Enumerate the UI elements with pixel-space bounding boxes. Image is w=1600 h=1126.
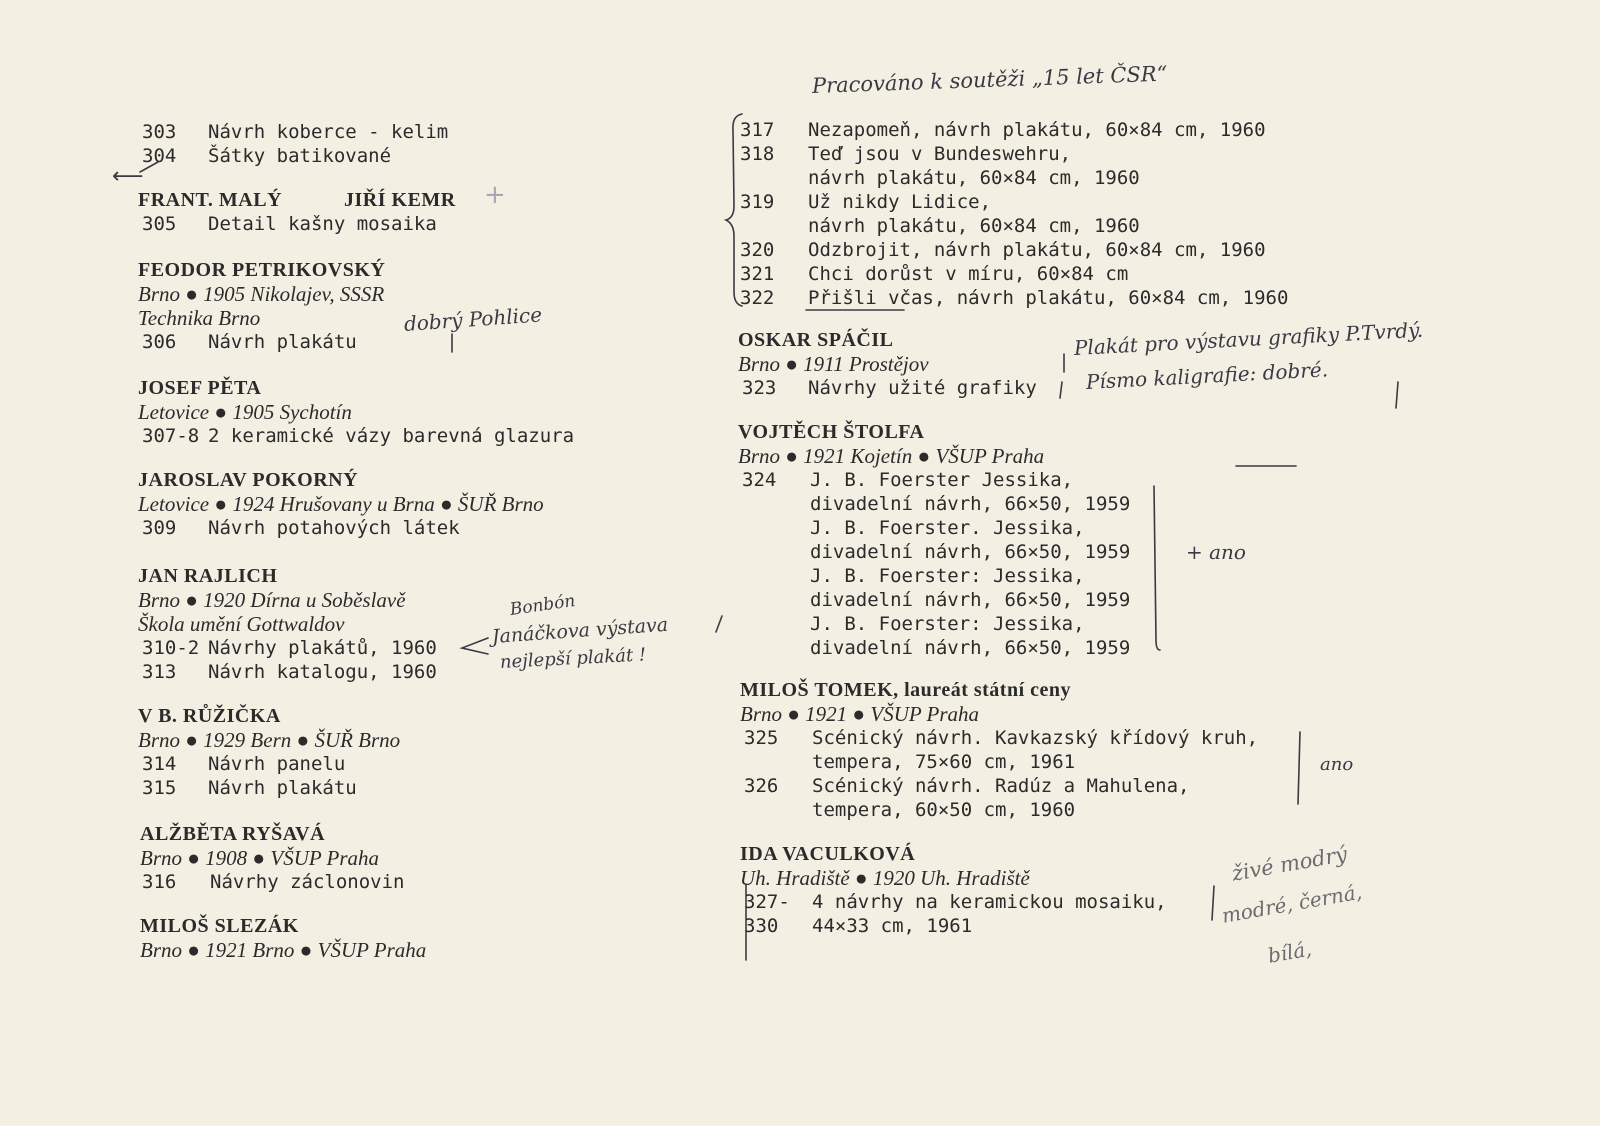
tick-304 — [140, 162, 158, 172]
entry-text: Detail kašny mosaika — [208, 213, 437, 235]
handwritten-note-tomek: ano — [1320, 754, 1354, 775]
entry-text: Už nikdy Lidice, — [808, 191, 992, 213]
entry-text: tempera, 60×50 cm, 1960 — [812, 799, 1076, 821]
tick-rajlich — [716, 616, 722, 632]
bracket-tomek — [1298, 732, 1300, 804]
entry-number: 313 — [142, 661, 177, 683]
entry-text: J. B. Foerster Jessika, — [810, 469, 1074, 491]
entry-text: návrh plakátu, 60×84 cm, 1960 — [808, 167, 1140, 189]
entry-text: Návrh potahových látek — [208, 517, 460, 539]
artist-school-rajlich: Škola umění Gottwaldov — [138, 612, 345, 636]
entry-text: Nezapomeň, návrh plakátu, 60×84 cm, 1960 — [808, 119, 1266, 141]
artist-info-petrikovsky: Brno ● 1905 Nikolajev, SSSR — [138, 282, 385, 306]
artist-info-spacil: Brno ● 1911 Prostějov — [738, 352, 929, 376]
entry-number: 319 — [740, 191, 775, 213]
entry-text: návrh plakátu, 60×84 cm, 1960 — [808, 215, 1140, 237]
entry-text: 44×33 cm, 1961 — [812, 915, 973, 937]
entry-text: J. B. Foerster: Jessika, — [810, 565, 1085, 587]
entry-number: 323 — [742, 377, 777, 399]
artist-info-tomek: Brno ● 1921 ● VŠUP Praha — [740, 702, 980, 726]
entry-text: Návrhy záclonovin — [210, 871, 405, 893]
handwritten-note-petrikovsky: dobrý Pohlice — [403, 302, 543, 336]
handwritten-note-spacil-1: Plakát pro výstavu grafiky P.Tvrdý. — [1073, 317, 1424, 360]
artist-school-petrikovsky: Technika Brno — [138, 306, 261, 330]
entry-number: 320 — [740, 239, 775, 261]
handwritten-note-stolfa: + ano — [1186, 540, 1246, 564]
entry-number: 324 — [742, 469, 777, 491]
entry-text: 4 návrhy na keramickou mosaiku, — [812, 891, 1167, 913]
entry-text: Návrh panelu — [208, 753, 346, 775]
entry-text: divadelní návrh, 66×50, 1959 — [810, 493, 1131, 515]
entry-text: Přišli včas, návrh plakátu, 60×84 cm, 1960 — [808, 287, 1289, 309]
entry-text: 2 keramické vázy barevná glazura — [208, 425, 575, 447]
entry-text: Návrhy plakátů, 1960 — [208, 637, 437, 659]
entry-text: Chci dorůst v míru, 60×84 cm — [808, 263, 1129, 285]
bracket-stolfa — [1154, 486, 1160, 650]
artist-name-spacil: OSKAR SPÁČIL — [738, 329, 894, 351]
artist-name-slezak: MILOŠ SLEZÁK — [140, 915, 299, 937]
artist-info-stolfa: Brno ● 1921 Kojetín ● VŠUP Praha — [738, 444, 1045, 468]
bracket-323b — [1396, 382, 1398, 408]
entry-text: Scénický návrh. Radúz a Mahulena, — [812, 775, 1190, 797]
entry-number: 310-2 — [142, 637, 200, 659]
artist-info-rajlich: Brno ● 1920 Dírna u Soběslavě — [138, 588, 406, 612]
artist-info-peta: Letovice ● 1905 Sychotín — [138, 400, 352, 424]
handwritten-note-top: Pracováno k soutěži „15 let ČSR“ — [811, 61, 1168, 98]
entry-text: Odzbrojit, návrh plakátu, 60×84 cm, 1960 — [808, 239, 1266, 261]
entry-number: 304 — [142, 145, 177, 167]
arrow-rajlich — [462, 638, 488, 654]
entry-number: 303 — [142, 121, 177, 143]
handwritten-note-vaculkova-2: modré, černá, — [1219, 879, 1364, 928]
entry-number: 321 — [740, 263, 775, 285]
entry-number: 326 — [744, 775, 779, 797]
entry-number: 322 — [740, 287, 775, 309]
bracket-323 — [1060, 354, 1064, 398]
artist-name-rysava: ALŽBĚTA RYŠAVÁ — [140, 823, 326, 845]
entry-number: 317 — [740, 119, 775, 141]
arrow-left-icon: ⟵ — [112, 164, 144, 189]
entry-text: tempera, 75×60 cm, 1961 — [812, 751, 1076, 773]
entry-text: Návrhy užité grafiky — [808, 377, 1037, 399]
artist-name-tomek: MILOŠ TOMEK, laureát státní ceny — [740, 679, 1072, 701]
bracket-vaculkova-right — [1212, 886, 1214, 920]
entry-number: 305 — [142, 213, 177, 235]
artist-info-rysava: Brno ● 1908 ● VŠUP Praha — [140, 846, 380, 870]
entry-text: divadelní návrh, 66×50, 1959 — [810, 637, 1131, 659]
handwritten-note-rajlich-1: Bonbón — [508, 590, 577, 620]
artist-name-stolfa: VOJTĚCH ŠTOLFA — [738, 421, 925, 443]
handwritten-note-vaculkova-3: bílá, — [1265, 936, 1314, 968]
artist-info-vaculkova: Uh. Hradiště ● 1920 Uh. Hradiště — [740, 866, 1030, 890]
entry-text: Teď jsou v Bundeswehru, — [808, 143, 1072, 165]
handwritten-note-spacil-2: Písmo kaligrafie: dobré. — [1085, 357, 1329, 394]
artist-info-pokorny: Letovice ● 1924 Hrušovany u Brna ● ŠUŘ Brno — [138, 492, 544, 516]
entry-number: 309 — [142, 517, 177, 539]
artist-name-ruzicka: V B. RŮŽIČKA — [138, 705, 281, 727]
artist-name-vaculkova: IDA VACULKOVÁ — [740, 843, 916, 865]
artist-name-kemr: JIŘÍ KEMR — [344, 189, 456, 211]
entry-text: J. B. Foerster. Jessika, — [810, 517, 1085, 539]
entry-number: 306 — [142, 331, 177, 353]
entry-number: 307-8 — [142, 425, 200, 447]
entry-text: Návrh koberce - kelim — [208, 121, 449, 143]
artist-name-rajlich: JAN RAJLICH — [138, 565, 278, 587]
artist-name-petrikovsky: FEODOR PETRIKOVSKÝ — [138, 259, 386, 281]
entry-number: 318 — [740, 143, 775, 165]
entry-text: Scénický návrh. Kavkazský křídový kruh, — [812, 727, 1259, 749]
entry-text: Návrh plakátu — [208, 331, 357, 353]
entry-text: divadelní návrh, 66×50, 1959 — [810, 589, 1131, 611]
artist-name-peta: JOSEF PĚTA — [138, 377, 262, 399]
entry-text: Šátky batikované — [208, 145, 392, 167]
entry-text: Návrh katalogu, 1960 — [208, 661, 437, 683]
entry-number: 316 — [142, 871, 177, 893]
artist-info-slezak: Brno ● 1921 Brno ● VŠUP Praha — [140, 938, 427, 962]
entry-number: 325 — [744, 727, 779, 749]
entry-number: 327- — [744, 891, 790, 913]
entry-text: J. B. Foerster: Jessika, — [810, 613, 1085, 635]
bracket-posters — [726, 114, 742, 306]
artist-name-pokorny: JAROSLAV POKORNÝ — [138, 469, 359, 491]
entry-text: Návrh plakátu — [208, 777, 357, 799]
artist-name-maly: FRANT. MALÝ — [138, 189, 283, 211]
handwritten-note-vaculkova-1: živé modrý — [1229, 841, 1349, 886]
entry-text: divadelní návrh, 66×50, 1959 — [810, 541, 1131, 563]
handwritten-note-rajlich-3: nejlepší plakát ! — [499, 644, 647, 673]
entry-number: 314 — [142, 753, 177, 775]
artist-info-ruzicka: Brno ● 1929 Bern ● ŠUŘ Brno — [138, 728, 401, 752]
entry-number: 315 — [142, 777, 177, 799]
entry-number: 330 — [744, 915, 779, 937]
handwritten-note-rajlich-2: Janáčkova výstava — [491, 613, 669, 648]
plus-mark: + — [484, 180, 506, 210]
